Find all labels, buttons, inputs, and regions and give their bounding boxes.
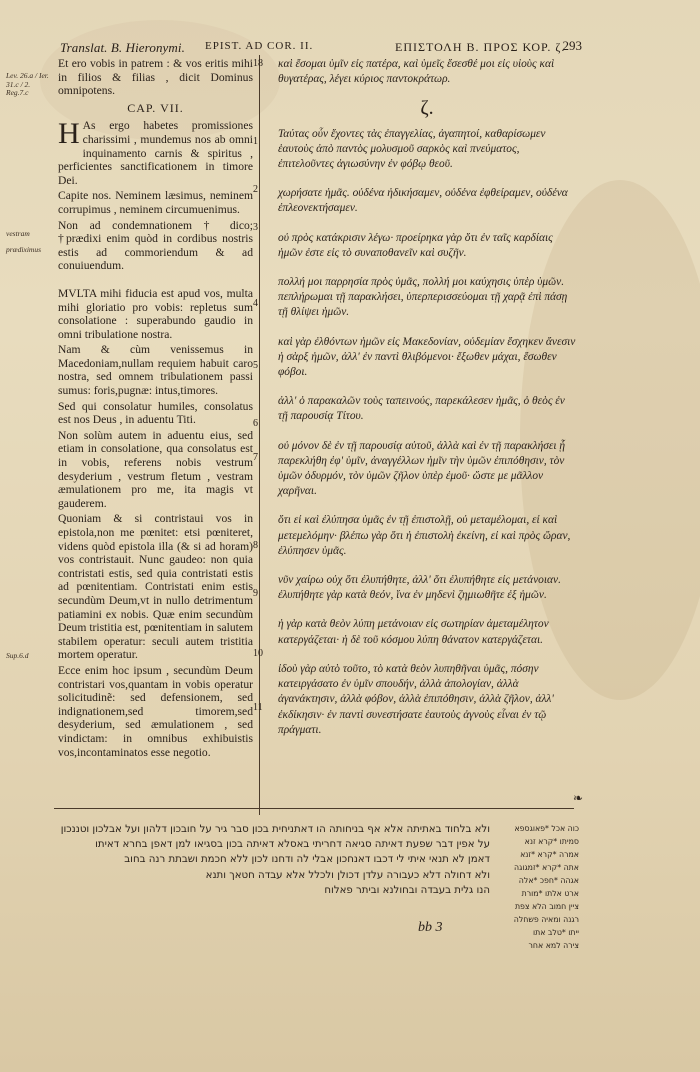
hebrew-line: על אפין דבר שפעת דאיתה סגיאה דחריתי באסלא דאיתה בכון בסגיאו למן דאפן בחרא דאיתו [95,839,490,851]
header-center: EPIST. AD COR. II. [205,40,314,52]
verse-number: 11 [253,702,263,713]
hebrew-note: רגנה ומאיה פשחלה [513,915,579,924]
greek-paragraph: ἡ γὰρ κατὰ θεὸν λύπη μετάνοιαν εἰς σωτηρίαν ἀμεταμέλητον κατεργάζεται· ἡ δὲ τοῦ κόσμου λύπη θάνατον κατεργάζεται. [278,618,549,646]
greek-paragraph: χωρήσατε ἡμᾶς. οὐδένα ἠδικήσαμεν, οὐδένα ἐφθείραμεν, οὐδένα ἐπλεονεκτήσαμεν. [278,187,568,215]
folio-number: 293 [562,38,582,53]
latin-paragraph: H As ergo habetes promissiones charissimi , mundemus nos ab omni inquinamento carnis & spiritus , perficientes sanctificationem in timore Dei. [58,117,253,187]
latin-paragraph: Sed qui consolatur humiles, consolatus est nos Deus , in aduentu Titi. [58,399,253,427]
latin-column [58,57,253,761]
hebrew-notes [497,822,579,952]
header-right: ΕΠΙΣΤΟΛΗ Β. ΠΡΟΣ ΚΟΡ. ζ. [395,40,566,54]
greek-paragraph: καὶ γὰρ ἐλθόντων ἡμῶν εἰς Μακεδονίαν, οὐδεμίαν ἔσχηκεν ἄνεσιν ἡ σὰρξ ἡμῶν, ἀλλ' ἐν παντὶ θλιβόμενοι· ἔξωθεν μάχαι, ἔσωθεν φόβοι. [278,335,576,379]
greek-paragraph: οὐ μόνον δὲ ἐν τῇ παρουσίᾳ αὐτοῦ, ἀλλὰ καὶ ἐν τῇ παρακλήσει ᾗ παρεκλήθη ἐφ' ὑμῖν, ἀναγγέλλων ἡμῖν τὴν ὑμῶν ἐπιπόθησιν, τὸν ὑμῶν ὀδυρμόν, τὸν ὑμῶν ζῆλον ὑπὲρ ἐμοῦ· ὥστε με μᾶλλον χαρῆναι. [278,439,566,498]
hebrew-syriac-block [60,822,490,898]
latin-paragraph: Nam & cùm venissemus in Macedoniam,nullam requiem habuit caro nostra, sed omnem tribulationem passi sumus: foris,pugnæ: intus,timores. [58,343,253,398]
latin-paragraph: Capite nos. Neminem læsimus, neminem corrupimus , neminem circumuenimus. [58,189,253,216]
section-divider [54,808,574,809]
greek-paragraph: νῦν χαίρω οὐχ ὅτι ἐλυπήθητε, ἀλλ' ὅτι ἐλυπήθητε εἰς μετάνοιαν. ἐλυπήθητε γὰρ κατὰ θεόν, ἵνα ἐν μηδενὶ ζημιωθῆτε ἐξ ἡμῶν. [278,574,561,602]
verse-number: 2 [253,184,258,195]
verse-number: 1 [253,136,258,147]
greek-paragraph: ὅτι εἰ καὶ ἐλύπησα ὑμᾶς ἐν τῇ ἐπιστολῇ, οὐ μεταμέλομαι, εἰ καὶ μετεμελόμην· βλέπω γὰρ ὅτι ἡ ἐπιστολὴ ἐκείνη, εἰ καὶ πρὸς ὥραν, ἐλύπησεν ὑμᾶς. [278,514,571,557]
verse-number: 18 [253,58,263,69]
latin-paragraph: Quoniam & si contristaui vos in epistola,non me pœnitet: etsi pœniteret, videns quòd epistola illa (& si ad horam) vos contristauit. Nunc gaudeo: non quia contristati estis, sed quia contristati estis ad pœnitentiam. Contristati enim estis secundùm Deum,vt in nullo detrimentum patiamini ex nobis. Quæ enim secundùm Deum tristitia est, pœnitentiam in salutem stabilem operatur: seculi autem tristitia mortem operatur. [58,512,253,662]
latin-paragraph: Non ad condemnationem † dico; †prædixi enim quòd in cordibus nostris estis ad commoriendum & ad conuiuendum. [58,218,253,273]
verse-number: 10 [253,648,263,659]
verse-number: 7 [253,452,258,463]
hebrew-line: ולא דחולה דלא כעבורה עלדן דכולן ולכלל אלא עבדה חטאך ותנא [205,869,490,881]
hebrew-note: אמרה *קרא *זנא [520,850,579,859]
margin-note: Lev. 26.a / Ier. 31.c / 2. Reg.7.c [6,71,49,97]
hebrew-line: ולא בלחוד באתיתה אלא אף בניחותה הו דאתניחית בכון סבר גיר על חובכון דלהון ועל אבלכון וטננכון [60,824,490,835]
verse-number: 3 [253,222,258,233]
greek-paragraph: ἀλλ' ὁ παρακαλῶν τοὺς ταπεινούς, παρεκάλεσεν ἡμᾶς, ὁ θεὸς ἐν τῇ παρουσίᾳ Τίτου. [278,395,565,423]
hebrew-note: סמיתו *קרא זנא [524,837,579,846]
greek-paragraph: οὐ πρὸς κατάκρισιν λέγω· προείρηκα γὰρ ὅτι ἐν ταῖς καρδίαις ἡμῶν ἐστε εἰς τὸ συναποθανεῖν καὶ συζῆν. [278,231,553,259]
hebrew-note: ציין חמוב הלא צפת [514,902,579,911]
greek-paragraph: Ταύτας οὖν ἔχοντες τὰς ἐπαγγελίας, ἀγαπητοί, καθαρίσωμεν ἑαυτοὺς ἀπὸ παντὸς μολυσμοῦ σαρκὸς καὶ πνεύματος, ἐπιτελοῦντες ἁγιωσύνην ἐν φόβῳ θεοῦ. [278,127,546,171]
greek-paragraph: ἰδοὺ γὰρ αὐτὸ τοῦτο, τὸ κατὰ θεὸν λυπηθῆναι ὑμᾶς, πόσην κατειργάσατο ἐν ὑμῖν σπουδήν, ἀλλὰ ἀπολογίαν, ἀλλὰ ἀγανάκτησιν, ἀλλὰ φόβον, ἀλλὰ ἐπιπόθησιν, ἀλλὰ ζῆλον, ἀλλ' ἐκδίκησιν· ἐν παντὶ συνεστήσατε ἑαυτοὺς ἁγνοὺς εἶναι ἐν τῷ πράγματι. [278,662,554,736]
hebrew-note: ייתו *טלב אתו [532,928,579,937]
verse-number: 9 [253,588,258,599]
drop-capital: H [58,117,80,151]
greek-paragraph: πολλή μοι παρρησία πρὸς ὑμᾶς, πολλή μοι καύχησις ὑπὲρ ὑμῶν. πεπλήρωμαι τῇ παρακλήσει, ὑπερπερισσεύομαι τῇ χαρᾷ ἐπὶ πάσῃ τῇ θλίψει ἡμῶν. [278,276,568,319]
greek-intro: καὶ ἔσομαι ὑμῖν εἰς πατέρα, καὶ ὑμεῖς ἔσεσθέ μοι εἰς υἱοὺς καὶ θυγατέρας, λέγει κύριος παντοκράτωρ. [278,58,555,86]
hebrew-note: אתה *קרא *זמגוגה [514,863,579,872]
latin-chapter-heading: CAP. VII. [127,100,184,115]
margin-note: vestram [6,229,30,238]
verse-number: 4 [253,298,258,309]
ornament-mark: ❧ [573,791,584,805]
hebrew-note: אגהה *חפכ *אלה [518,876,579,885]
hebrew-line: דאמן לא תנאי איתי לי דכבו דאנחכון אבלי לה ודחנו לכון ללא חכמת ושבתת רנה בחוב [124,854,490,866]
latin-intro: Et ero vobis in patrem : & vos eritis mihi in filios & filias , dicit Dominus omnipotens. [58,57,253,98]
greek-chapter-heading: ζ. [420,97,434,120]
hebrew-note: כוה אכל *פאוגספא [514,824,579,833]
header-left: Translat. B. Hieronymi. [60,40,185,55]
latin-paragraph: Ecce enim hoc ipsum , secundùm Deum contristari vos,quantam in vobis operatur solicitudinẽ: sed defensionem, sed indignationem,sed timorem,sed desyderium, sed æmulationem , sed vindictam: in omnibus exhibuistis vos,incontaminatos esse negotio. [58,663,253,759]
greek-column [278,57,576,752]
hebrew-note: ארט אלתו *מורת [521,889,579,898]
hebrew-line: הנו גלית בעבדה ובחולנא וביתר פאלוח [324,884,490,896]
latin-paragraph: MVLTA mihi fiducia est apud vos, multa mihi gloriatio pro vobis: repletus sum consolatione : superabundo gaudio in omni tribulatione nostra. [58,286,253,341]
verse-number: 5 [253,360,258,371]
hebrew-note: צירה למא אחר [528,941,579,950]
margin-note: prædiximus [6,245,42,254]
latin-paragraph: Non solùm autem in aduentu eius, sed etiam in consolatione, qua consolatus est in vobis, referens nobis vestrum desyderium , vestrum fletum , vestram æmulationem pro me, ita magis vt gauderem. [58,428,253,510]
verse-number: 6 [253,418,258,429]
margin-note: Sup.6.d [6,651,29,660]
column-divider [259,55,260,815]
signature-mark: bb 3 [418,920,443,935]
verse-number: 8 [253,540,258,551]
